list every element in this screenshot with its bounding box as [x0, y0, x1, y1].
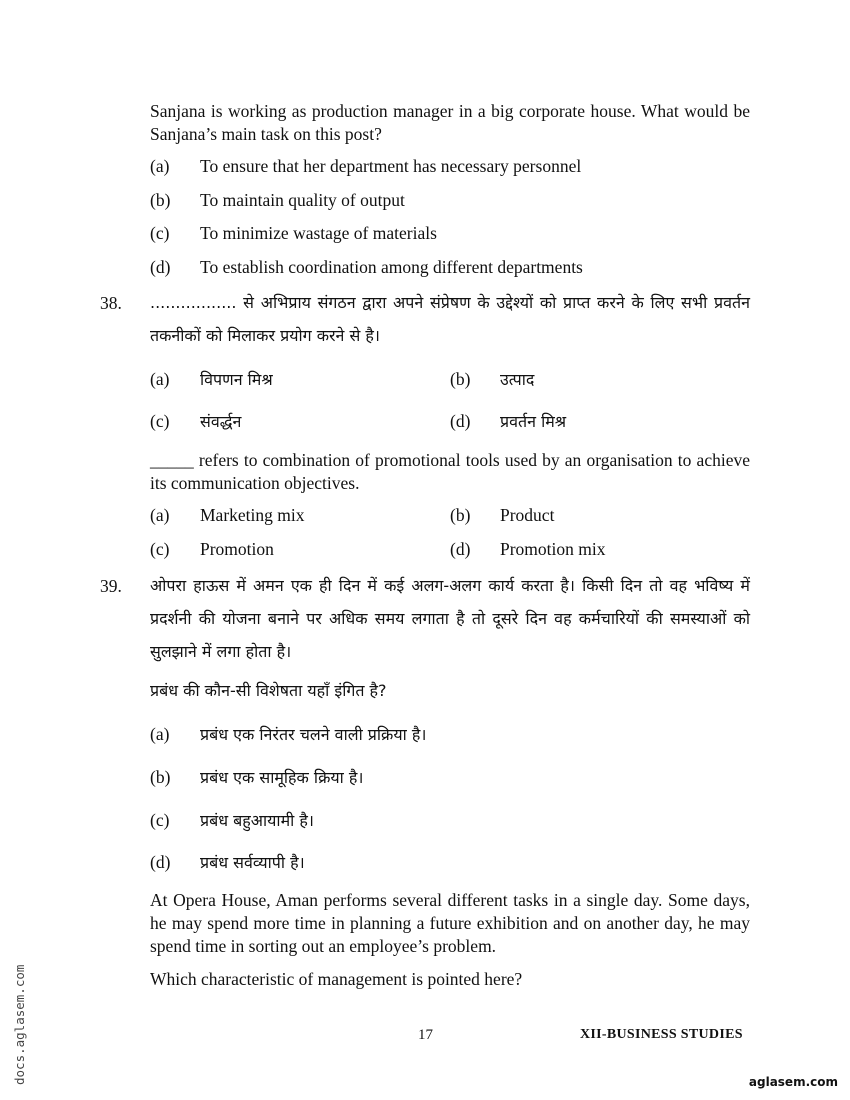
q38-hindi-option-b: [450, 368, 750, 391]
q38-hindi-option-c: [150, 410, 450, 433]
option-text: प्रबंध एक सामूहिक क्रिया है।: [200, 768, 364, 787]
q39-question-hindi: प्रबंध की कौन-सी विशेषता यहाँ इंगित है?: [150, 681, 387, 700]
q39-text-english: At Opera House, Aman performs several different tasks in a single day. Some days, he may spend more time in planning a future exhibition and on another day, he may spend time in sorting out an employee’s problem.: [150, 890, 750, 956]
option-label: (b): [450, 505, 471, 525]
page-number: 17: [418, 1027, 433, 1043]
option-text: Promotion: [200, 539, 274, 559]
q38-hindi-option-a: [150, 368, 450, 391]
q37-option-a: [150, 155, 750, 178]
q38-english-option-d: [450, 538, 750, 561]
option-text: To establish coordination among different departments: [200, 257, 583, 277]
option-label: (a): [150, 156, 170, 176]
option-label: (b): [450, 369, 471, 389]
q37-text: Sanjana is working as production manager in a big corporate house. What would be Sanjana’s main task on this post?: [150, 101, 750, 144]
option-label: (d): [150, 852, 171, 872]
option-text: To maintain quality of output: [200, 190, 405, 210]
option-text: विपणन मिश्र: [200, 370, 273, 389]
q39-hindi-option-d: [150, 851, 750, 874]
q38-english-option-a: [150, 504, 450, 527]
option-text: Promotion mix: [500, 539, 606, 559]
option-text: संवर्द्धन: [200, 412, 242, 431]
option-text: प्रबंध सर्वव्यापी है।: [200, 853, 305, 872]
option-label: (c): [150, 539, 170, 559]
q38-english-option-c: [150, 538, 450, 561]
option-text: Marketing mix: [200, 505, 305, 525]
q39-hindi-option-c: [150, 809, 750, 832]
option-label: (d): [450, 539, 471, 559]
q38-english-option-b: [450, 504, 750, 527]
option-label: (c): [150, 810, 170, 830]
question-number: 38.: [100, 293, 122, 313]
option-text: प्रबंध एक निरंतर चलने वाली प्रक्रिया है।: [200, 725, 427, 744]
side-watermark: docs.aglasem.com: [12, 964, 27, 1085]
subject-footer: XII-BUSINESS STUDIES: [580, 1027, 743, 1042]
option-label: (a): [150, 369, 170, 389]
q37-option-d: [150, 256, 750, 279]
option-text: प्रबंध बहुआयामी है।: [200, 811, 314, 830]
q39-question-english: Which characteristic of management is pointed here?: [150, 969, 523, 989]
q37-option-c: [150, 222, 750, 245]
option-text: To minimize wastage of materials: [200, 223, 437, 243]
question-number: 39.: [100, 576, 122, 596]
option-text: प्रवर्तन मिश्र: [500, 412, 567, 431]
option-text: To ensure that her department has necessary personnel: [200, 156, 582, 176]
option-text: Product: [500, 505, 555, 525]
q38-hindi-option-d: [450, 410, 750, 433]
option-label: (b): [150, 190, 171, 210]
option-label: (a): [150, 724, 170, 744]
q39-text-hindi: ओपरा हाऊस में अमन एक ही दिन में कई अलग-अलग कार्य करता है। किसी दिन तो वह भविष्य में प्रदर्शनी की योजना बनाने पर अधिक समय लगाता है तो दूसरे दिन वह कर्मचारियों की समस्याओं को सुलझाने में लगा होता है।: [150, 576, 750, 661]
option-label: (d): [150, 257, 171, 277]
option-label: (d): [450, 411, 471, 431]
brand-watermark: aglasem.com: [748, 1075, 838, 1089]
option-label: (c): [150, 411, 170, 431]
q37-option-b: [150, 189, 750, 212]
option-label: (c): [150, 223, 170, 243]
q39-hindi-option-a: [150, 723, 750, 746]
option-text: उत्पाद: [500, 370, 535, 389]
option-label: (b): [150, 767, 171, 787]
q39-hindi-option-b: [150, 766, 750, 789]
q38-text-english: _____ refers to combination of promotional tools used by an organisation to achieve its communication objectives.: [150, 450, 750, 493]
option-label: (a): [150, 505, 170, 525]
q38-text-hindi: ................. से अभिप्राय संगठन द्वारा अपने संप्रेषण के उद्देश्यों को प्राप्त करने के लिए सभी प्रवर्तन तकनीकों को मिलाकर प्रयोग करने से है।: [150, 293, 750, 345]
